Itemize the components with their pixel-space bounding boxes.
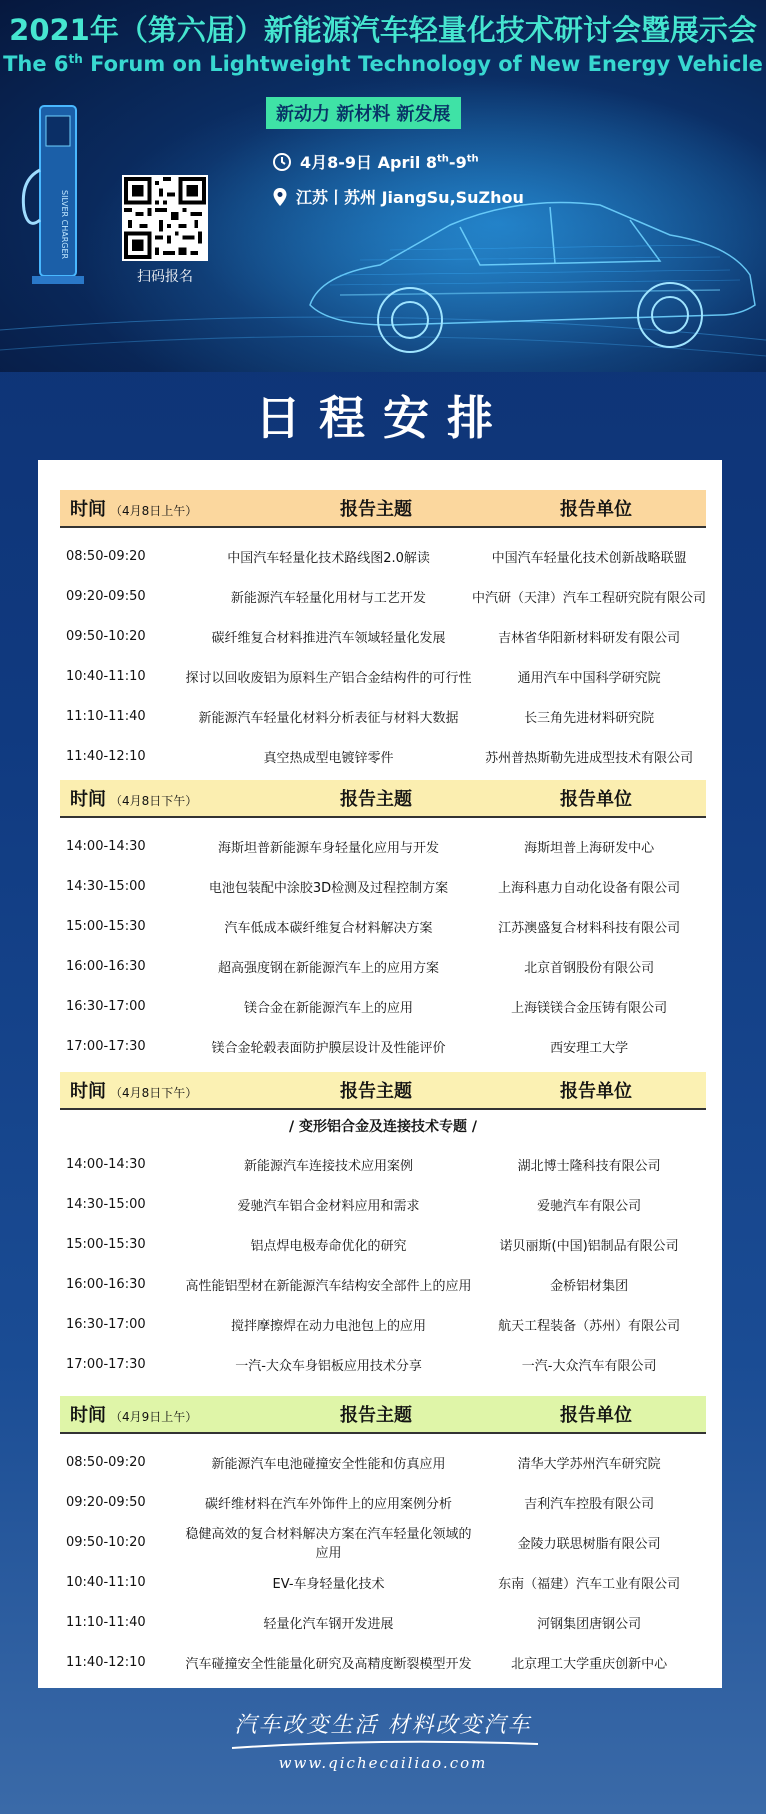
- topic-column-header: 报告主题: [340, 1405, 412, 1426]
- footer-website: www.qichecailiao.com: [278, 1754, 488, 1772]
- row-topic: 超高强度钢在新能源汽车上的应用方案: [218, 960, 440, 976]
- row-org: 上海科惠力自动化设备有限公司: [498, 880, 681, 896]
- row-org: 长三角先进材料研究院: [524, 710, 655, 726]
- table-row: [60, 946, 706, 986]
- row-topic: EV-车身轻量化技术: [272, 1576, 385, 1592]
- table-row: [60, 1642, 706, 1682]
- footer-swoosh-graphic: [230, 1738, 540, 1752]
- row-org: 东南（福建）汽车工业有限公司: [498, 1576, 681, 1592]
- table-row: [60, 1562, 706, 1602]
- row-time: 09:50-10:20: [66, 1534, 146, 1550]
- table-row: [60, 1522, 706, 1562]
- session-header: [60, 780, 706, 818]
- row-time: 16:00-16:30: [66, 1276, 146, 1292]
- row-time: 17:00-17:30: [66, 1038, 146, 1054]
- charging-station-graphic: [18, 100, 98, 290]
- schedule-heading: 日程安排: [255, 391, 511, 445]
- session-apr8-afternoon-aluminum: [60, 1072, 706, 1384]
- row-topic: 真空热成型电镀锌零件: [263, 750, 394, 766]
- row-topic: 搅拌摩擦焊在动力电池包上的应用: [231, 1318, 427, 1334]
- row-topic: 一汽-大众车身铝板应用技术分享: [235, 1358, 422, 1374]
- session-apr8-afternoon: [60, 780, 706, 1066]
- row-time: 15:00-15:30: [66, 918, 146, 934]
- time-column-header: 时间 （4月8日上午）: [70, 499, 198, 520]
- row-org: 湖北博士隆科技有限公司: [517, 1158, 661, 1174]
- row-topic: 爱驰汽车铝合金材料应用和需求: [237, 1198, 420, 1214]
- table-row: [60, 1184, 706, 1224]
- row-time: 10:40-11:10: [66, 668, 146, 684]
- row-org: 北京首钢股份有限公司: [524, 960, 655, 976]
- row-org: 航天工程装备（苏州）有限公司: [498, 1318, 681, 1334]
- row-org: 金陵力联思树脂有限公司: [517, 1536, 661, 1552]
- event-title-cn: 2021年（第六届）新能源汽车轻量化技术研讨会暨展示会: [9, 13, 757, 47]
- row-time: 09:50-10:20: [66, 628, 146, 644]
- table-row: [60, 616, 706, 656]
- session-header: [60, 1396, 706, 1434]
- topic-column-header: 报告主题: [340, 499, 412, 520]
- location-pin-icon: [272, 187, 288, 211]
- topic-column-header: 报告主题: [340, 1081, 412, 1102]
- row-org: 苏州普热斯勒先进成型技术有限公司: [485, 750, 694, 766]
- row-time: 11:40-12:10: [66, 1654, 146, 1670]
- table-row: [60, 866, 706, 906]
- table-row: [60, 826, 706, 866]
- row-time: 08:50-09:20: [66, 548, 146, 564]
- event-date: 4月8-9日 April 8th-9th: [272, 150, 479, 176]
- row-time: 16:30-17:00: [66, 998, 146, 1014]
- time-column-header: 时间 （4月9日上午）: [70, 1405, 198, 1426]
- row-org: 诺贝丽斯(中国)铝制品有限公司: [499, 1238, 679, 1254]
- row-topic: 镁合金在新能源汽车上的应用: [244, 1000, 414, 1016]
- time-column-header: 时间 （4月8日下午）: [70, 789, 198, 810]
- table-row: [60, 1264, 706, 1304]
- row-time: 15:00-15:30: [66, 1236, 146, 1252]
- topic-column-header: 报告主题: [340, 789, 412, 810]
- row-time: 14:00-14:30: [66, 838, 146, 854]
- table-row: [60, 1144, 706, 1184]
- wireframe-car-graphic: [300, 165, 760, 365]
- row-time: 09:20-09:50: [66, 588, 146, 604]
- row-org: 中汽研（天津）汽车工程研究院有限公司: [471, 590, 706, 606]
- table-row: [60, 986, 706, 1026]
- table-row: [60, 1224, 706, 1264]
- session-apr9-morning: [60, 1396, 706, 1682]
- row-topic: 新能源汽车轻量化材料分析表征与材料大数据: [198, 710, 459, 726]
- row-topic: 新能源汽车电池碰撞安全性能和仿真应用: [211, 1456, 446, 1472]
- row-topic: 镁合金轮毂表面防护膜层设计及性能评价: [211, 1040, 446, 1056]
- row-topic: 探讨以回收废铝为原料生产铝合金结构件的可行性: [185, 670, 472, 686]
- row-topic: 海斯坦普新能源车身轻量化应用与开发: [218, 840, 440, 856]
- table-row: [60, 1344, 706, 1384]
- table-row: [60, 536, 706, 576]
- table-row: [60, 1304, 706, 1344]
- session-subtitle: / 变形铝合金及连接技术专题 /: [289, 1119, 477, 1135]
- header-banner: [0, 0, 766, 372]
- row-org: 北京理工大学重庆创新中心: [511, 1656, 668, 1672]
- row-topic: 轻量化汽车钢开发进展: [263, 1616, 394, 1632]
- clock-icon: [272, 152, 292, 176]
- row-org: 中国汽车轻量化技术创新战略联盟: [491, 550, 687, 566]
- org-column-header: 报告单位: [560, 499, 632, 520]
- row-org: 上海镁镁合金压铸有限公司: [511, 1000, 668, 1016]
- row-org: 吉利汽车控股有限公司: [524, 1496, 655, 1512]
- row-time: 14:30-15:00: [66, 1196, 146, 1212]
- row-org: 通用汽车中国科学研究院: [517, 670, 661, 686]
- row-org: 爱驰汽车有限公司: [537, 1198, 642, 1214]
- slogan-badge: 新动力 新材料 新发展: [266, 97, 461, 129]
- row-topic: 新能源汽车轻量化用材与工艺开发: [230, 590, 426, 606]
- event-location: 江苏丨苏州 JiangSu,SuZhou: [272, 185, 524, 211]
- row-topic: 稳健高效的复合材料解决方案在汽车轻量化领域的应用: [185, 1527, 472, 1561]
- table-row: [60, 656, 706, 696]
- row-time: 14:30-15:00: [66, 878, 146, 894]
- table-row: [60, 736, 706, 776]
- table-row: [60, 1026, 706, 1066]
- table-row: [60, 1482, 706, 1522]
- row-org: 西安理工大学: [550, 1040, 629, 1056]
- row-topic: 碳纤维复合材料推进汽车领域轻量化发展: [211, 630, 446, 646]
- org-column-header: 报告单位: [560, 789, 632, 810]
- session-header: [60, 1072, 706, 1110]
- row-org: 海斯坦普上海研发中心: [524, 840, 655, 856]
- row-topic: 高性能铝型材在新能源汽车结构安全部件上的应用: [185, 1278, 472, 1294]
- svg-text:SILVER CHARGER: SILVER CHARGER: [60, 190, 69, 260]
- org-column-header: 报告单位: [560, 1081, 632, 1102]
- event-title-en: The 6th Forum on Lightweight Technology of New Energy Vehicle: [3, 52, 763, 76]
- session-header: [60, 490, 706, 528]
- row-topic: 中国汽车轻量化技术路线图2.0解读: [227, 550, 430, 566]
- row-topic: 铝点焊电极寿命优化的研究: [250, 1238, 407, 1254]
- row-time: 08:50-09:20: [66, 1454, 146, 1470]
- table-row: [60, 696, 706, 736]
- org-column-header: 报告单位: [560, 1405, 632, 1426]
- row-time: 17:00-17:30: [66, 1356, 146, 1372]
- schedule-panel: [38, 460, 722, 1688]
- time-column-header: 时间 （4月8日下午）: [70, 1081, 198, 1102]
- table-row: [60, 576, 706, 616]
- row-org: 江苏澳盛复合材料科技有限公司: [498, 920, 681, 936]
- row-org: 河钢集团唐钢公司: [537, 1616, 642, 1632]
- row-org: 吉林省华阳新材料研发有限公司: [498, 630, 681, 646]
- row-time: 16:30-17:00: [66, 1316, 146, 1332]
- row-time: 11:40-12:10: [66, 748, 146, 764]
- row-topic: 汽车低成本碳纤维复合材料解决方案: [224, 920, 433, 936]
- session-apr8-morning: [60, 490, 706, 776]
- row-org: 一汽-大众汽车有限公司: [521, 1358, 657, 1374]
- row-topic: 新能源汽车连接技术应用案例: [244, 1158, 414, 1174]
- row-org: 金桥铝材集团: [550, 1278, 629, 1294]
- row-time: 10:40-11:10: [66, 1574, 146, 1590]
- row-time: 16:00-16:30: [66, 958, 146, 974]
- qr-caption: 扫码报名: [137, 269, 193, 285]
- row-time: 09:20-09:50: [66, 1494, 146, 1510]
- row-topic: 电池包装配中涂胶3D检测及过程控制方案: [208, 880, 449, 896]
- row-org: 清华大学苏州汽车研究院: [517, 1456, 661, 1472]
- row-topic: 碳纤维材料在汽车外饰件上的应用案例分析: [205, 1496, 453, 1512]
- table-row: [60, 1602, 706, 1642]
- footer-slogan: 汽车改变生活 材料改变汽车: [234, 1713, 532, 1738]
- row-topic: 汽车碰撞安全性能量化研究及高精度断裂模型开发: [185, 1656, 472, 1672]
- table-row: [60, 906, 706, 946]
- registration-qr-code[interactable]: [122, 175, 208, 261]
- row-time: 14:00-14:30: [66, 1156, 146, 1172]
- row-time: 11:10-11:40: [66, 1614, 146, 1630]
- row-time: 11:10-11:40: [66, 708, 146, 724]
- table-row: [60, 1442, 706, 1482]
